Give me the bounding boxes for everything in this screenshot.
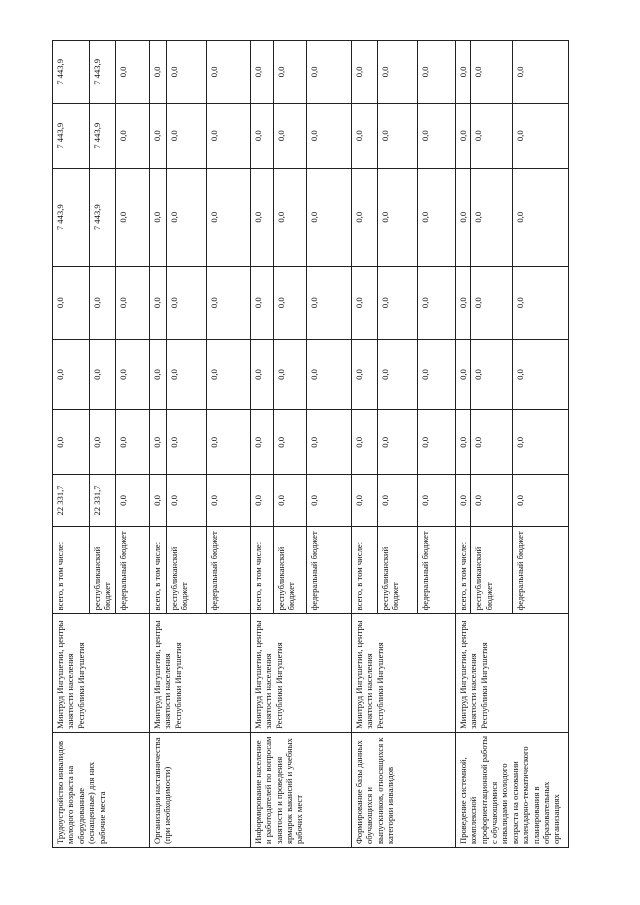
- value-cell: 0,0: [306, 410, 351, 475]
- value-cell: 0,0: [513, 41, 569, 104]
- value-cell: 0,0: [513, 475, 569, 526]
- value-cell: 0,0: [90, 266, 116, 339]
- funding-source-cell: федеральный бюджет: [417, 526, 455, 614]
- value-cell: 7 443,9: [90, 168, 116, 266]
- value-cell: 0,0: [250, 475, 273, 526]
- value-cell: 0,0: [149, 475, 166, 526]
- value-cell: 0,0: [250, 410, 273, 475]
- value-cell: 0,0: [306, 168, 351, 266]
- funding-source-cell: федеральный бюджет: [306, 526, 351, 614]
- value-cell: 0,0: [377, 475, 417, 526]
- value-cell: 0,0: [351, 475, 377, 526]
- value-cell: 0,0: [471, 339, 513, 410]
- value-cell: 0,0: [149, 339, 166, 410]
- value-cell: 0,0: [306, 41, 351, 104]
- value-cell: 0,0: [206, 168, 250, 266]
- value-cell: 0,0: [166, 103, 206, 168]
- measure-cell: Трудоустройство инвалидов молодого возраста на оборудованные (оснащенные) для них рабочие места: [53, 732, 150, 847]
- value-cell: 0,0: [166, 475, 206, 526]
- value-cell: 0,0: [471, 266, 513, 339]
- value-cell: 0,0: [115, 103, 149, 168]
- funding-source-cell: всего, в том числе:: [351, 526, 377, 614]
- value-cell: 0,0: [455, 41, 470, 104]
- value-cell: 0,0: [471, 103, 513, 168]
- value-cell: 0,0: [115, 168, 149, 266]
- value-cell: 0,0: [351, 266, 377, 339]
- value-cell: 0,0: [377, 339, 417, 410]
- value-cell: 0,0: [273, 475, 306, 526]
- funding-source-cell: республиканский бюджет: [90, 526, 116, 614]
- value-cell: 0,0: [250, 168, 273, 266]
- table-row: [149, 41, 166, 848]
- measure-cell: Информирование население и работодателей по вопросам занятости и проведения ярмарок вакансий и учебных рабочих мест: [250, 732, 351, 847]
- value-cell: 0,0: [206, 410, 250, 475]
- value-cell: 0,0: [166, 266, 206, 339]
- value-cell: 0,0: [417, 339, 455, 410]
- value-cell: 7 443,9: [53, 41, 90, 104]
- value-cell: 0,0: [417, 266, 455, 339]
- value-cell: 0,0: [513, 168, 569, 266]
- value-cell: 0,0: [455, 339, 470, 410]
- value-cell: 0,0: [471, 475, 513, 526]
- executor-cell: Минтруд Ингушетии, центры занятости населения Республики Ингушетия: [149, 614, 250, 733]
- value-cell: 0,0: [377, 168, 417, 266]
- value-cell: 0,0: [149, 41, 166, 104]
- table-row: [351, 41, 377, 848]
- measure-cell: Организация наставничества (при необходимости): [149, 732, 250, 847]
- value-cell: 0,0: [149, 168, 166, 266]
- value-cell: 0,0: [351, 168, 377, 266]
- value-cell: 22 331,7: [90, 475, 116, 526]
- funding-source-cell: федеральный бюджет: [115, 526, 149, 614]
- table-row: [53, 41, 90, 848]
- value-cell: 0,0: [206, 103, 250, 168]
- table-row: [455, 41, 470, 848]
- funding-source-cell: всего, в том числе:: [53, 526, 90, 614]
- funding-source-cell: федеральный бюджет: [206, 526, 250, 614]
- value-cell: 0,0: [250, 41, 273, 104]
- executor-cell: Минтруд Ингушетии, центры занятости населения Республики Ингушетия: [250, 614, 351, 733]
- table-body: [53, 41, 569, 848]
- value-cell: 0,0: [306, 475, 351, 526]
- funding-source-cell: всего, в том числе:: [455, 526, 470, 614]
- value-cell: 0,0: [377, 103, 417, 168]
- value-cell: 0,0: [351, 103, 377, 168]
- value-cell: 0,0: [455, 266, 470, 339]
- value-cell: 7 443,9: [90, 103, 116, 168]
- value-cell: 0,0: [351, 339, 377, 410]
- value-cell: 0,0: [206, 475, 250, 526]
- value-cell: 0,0: [513, 103, 569, 168]
- value-cell: 0,0: [455, 168, 470, 266]
- value-cell: 0,0: [273, 168, 306, 266]
- executor-cell: Минтруд Ингушетии, центры занятости населения Республики Ингушетия: [351, 614, 455, 733]
- value-cell: 0,0: [455, 103, 470, 168]
- value-cell: 7 443,9: [53, 168, 90, 266]
- value-cell: 0,0: [250, 103, 273, 168]
- value-cell: 7 443,9: [53, 103, 90, 168]
- value-cell: 0,0: [417, 410, 455, 475]
- value-cell: 0,0: [471, 410, 513, 475]
- value-cell: 0,0: [351, 410, 377, 475]
- value-cell: 0,0: [417, 41, 455, 104]
- value-cell: 0,0: [273, 266, 306, 339]
- executor-cell: Минтруд Ингушетии, центры занятости населения Республики Ингушетия: [455, 614, 568, 733]
- value-cell: 0,0: [53, 410, 90, 475]
- value-cell: 0,0: [471, 168, 513, 266]
- value-cell: 0,0: [115, 266, 149, 339]
- value-cell: 0,0: [53, 266, 90, 339]
- value-cell: 0,0: [273, 103, 306, 168]
- funding-source-cell: всего, в том числе:: [149, 526, 166, 614]
- value-cell: 0,0: [166, 339, 206, 410]
- value-cell: 0,0: [273, 41, 306, 104]
- measure-cell: Проведение системной, комплексной профориентационной работы с обучающимися инвалидами молодого возраста на основании календарно-тематического планирования в образовательных организациях: [455, 732, 568, 847]
- funding-source-cell: республиканский бюджет: [273, 526, 306, 614]
- funding-source-cell: федеральный бюджет: [513, 526, 569, 614]
- value-cell: 0,0: [115, 410, 149, 475]
- value-cell: 0,0: [90, 339, 116, 410]
- executor-cell: Минтруд Ингушетии, центры занятости населения Республики Ингушетия: [53, 614, 150, 733]
- value-cell: 0,0: [149, 266, 166, 339]
- funding-source-cell: республиканский бюджет: [166, 526, 206, 614]
- value-cell: 0,0: [351, 41, 377, 104]
- value-cell: 0,0: [377, 266, 417, 339]
- value-cell: 0,0: [90, 410, 116, 475]
- value-cell: 0,0: [513, 339, 569, 410]
- value-cell: 0,0: [306, 103, 351, 168]
- value-cell: 0,0: [206, 339, 250, 410]
- value-cell: 0,0: [306, 266, 351, 339]
- value-cell: 0,0: [53, 339, 90, 410]
- table-row: [250, 41, 273, 848]
- value-cell: 7 443,9: [90, 41, 116, 104]
- value-cell: 0,0: [513, 266, 569, 339]
- value-cell: 0,0: [377, 41, 417, 104]
- value-cell: 0,0: [115, 339, 149, 410]
- value-cell: 0,0: [115, 475, 149, 526]
- budget-table: [52, 40, 569, 848]
- measure-cell: Формирование базы данных обучающихся и выпускников, относящихся к категории инвалидов: [351, 732, 455, 847]
- value-cell: 0,0: [206, 41, 250, 104]
- value-cell: 0,0: [471, 41, 513, 104]
- value-cell: 0,0: [166, 41, 206, 104]
- value-cell: 0,0: [166, 410, 206, 475]
- value-cell: 0,0: [417, 168, 455, 266]
- rotated-page: [52, 40, 568, 848]
- value-cell: 22 331,7: [53, 475, 90, 526]
- value-cell: 0,0: [206, 266, 250, 339]
- value-cell: 0,0: [250, 339, 273, 410]
- value-cell: 0,0: [455, 410, 470, 475]
- value-cell: 0,0: [273, 339, 306, 410]
- value-cell: 0,0: [377, 410, 417, 475]
- funding-source-cell: всего, в том числе:: [250, 526, 273, 614]
- value-cell: 0,0: [417, 103, 455, 168]
- funding-source-cell: республиканский бюджет: [377, 526, 417, 614]
- value-cell: 0,0: [115, 41, 149, 104]
- value-cell: 0,0: [166, 168, 206, 266]
- value-cell: 0,0: [513, 410, 569, 475]
- value-cell: 0,0: [455, 475, 470, 526]
- funding-source-cell: республиканский бюджет: [471, 526, 513, 614]
- value-cell: 0,0: [273, 410, 306, 475]
- value-cell: 0,0: [149, 410, 166, 475]
- value-cell: 0,0: [306, 339, 351, 410]
- value-cell: 0,0: [250, 266, 273, 339]
- value-cell: 0,0: [417, 475, 455, 526]
- value-cell: 0,0: [149, 103, 166, 168]
